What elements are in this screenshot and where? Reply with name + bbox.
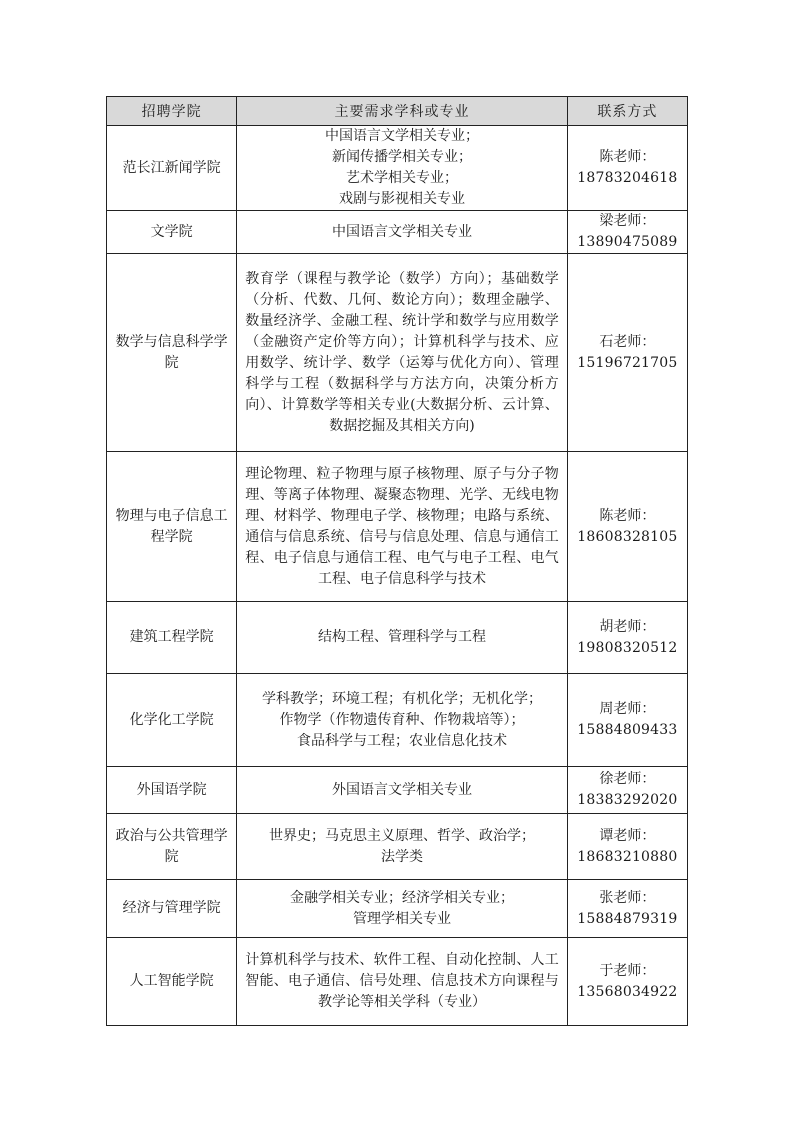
header-contact: 联系方式 [567,97,687,126]
table-row [107,452,688,602]
table-row [107,254,688,452]
major-cell [237,814,568,880]
table-row [107,880,688,938]
college-name: 物理与电子信息工程学院 [107,452,237,602]
college-name: 范长江新闻学院 [107,126,237,211]
major-cell [237,126,568,211]
contact-phone: 15196721705 [577,354,678,371]
college-name: 人工智能学院 [107,938,237,1026]
major-line: 结构工程、管理科学与工程 [318,629,486,645]
major-line: 学科教学；环境工程；有机化学；无机化学； [262,690,542,707]
contact-phone: 13568034922 [577,983,678,1000]
contact-phone: 18608328105 [577,528,678,545]
contact-name: 于老师： [599,962,656,979]
major-line: 中国语言文学相关专业 [332,223,472,240]
table-row [107,602,688,674]
major-cell [237,211,568,254]
college-name: 政治与公共管理学院 [107,814,237,880]
major-cell [237,674,568,767]
major-cell [237,602,568,674]
contact-name: 胡老师： [599,618,656,635]
recruitment-table [106,96,688,1026]
contact-phone: 18383292020 [577,792,678,808]
major-cell [237,880,568,938]
major-cell [237,938,568,1026]
header-major: 主要需求学科或专业 [237,97,568,126]
table-row [107,674,688,767]
college-name: 文学院 [107,211,237,254]
contact-name: 陈老师： [599,507,656,524]
major-cell [237,452,568,602]
contact-name: 梁老师： [599,213,656,229]
major-line: 外国语言文学相关专业 [332,781,472,798]
contact-name: 周老师： [599,701,656,717]
contact-cell [567,674,687,767]
table-row [107,938,688,1026]
college-name: 经济与管理学院 [107,880,237,938]
contact-phone: 19808320512 [577,639,678,656]
major-line: 艺术学相关专业； [346,170,458,186]
contact-name: 陈老师： [599,149,656,165]
major-line: 中国语言文学相关专业； [325,128,479,144]
major-line: 管理学相关专业 [353,910,451,927]
college-name: 外国语学院 [107,767,237,814]
major-line: 教育学（课程与教学论（数学）方向）；基础数学（分析、代数、几何、数论方向）；数理金融学、数量经济学、金融工程、统计学和数学与应用数学（金融资产定价等方向）；计算机科学与技术、应用数学、统计学、数学（运筹与优化方向）、管理科学与工程（数据科学与方法方向，决策分析方向）、计算数学等相关专业(大数据分析、云计算、数据挖掘及其相关方向) [245,270,559,434]
contact-cell [567,254,687,452]
contact-phone: 18683210880 [577,848,678,865]
major-line: 戏剧与影视相关专业 [339,191,465,207]
contact-cell [567,814,687,880]
table-row [107,814,688,880]
table-row [107,126,688,211]
header-college: 招聘学院 [107,97,237,126]
major-line: 法学类 [381,848,423,865]
contact-name: 谭老师： [599,827,656,844]
contact-cell [567,938,687,1026]
major-line: 作物学（作物遗传育种、作物栽培等）； [279,711,525,728]
table-header-row [107,97,688,126]
contact-cell [567,126,687,211]
contact-name: 石老师： [599,333,656,350]
major-cell [237,767,568,814]
major-line: 理论物理、粒子物理与原子核物理、原子与分子物理、等离子体物理、凝聚态物理、光学、无线电物理、材料学、物理电子学、核物理；电路与系统、通信与信息系统、信号与信息处理、信息与通信工程、电子信息与通信工程、电气与电子工程、电气工程、电子信息科学与技术 [245,465,559,587]
contact-name: 徐老师： [599,771,656,787]
major-line: 新闻传播学相关专业； [332,149,472,165]
major-line: 食品科学与工程；农业信息化技术 [297,732,507,749]
college-name: 建筑工程学院 [107,602,237,674]
major-cell [237,254,568,452]
major-line: 金融学相关专业；经济学相关专业； [290,889,514,906]
contact-cell [567,452,687,602]
major-line: 世界史；马克思主义原理、哲学、政治学； [269,827,535,844]
table-row [107,211,688,254]
contact-cell [567,880,687,938]
contact-phone: 13890475089 [577,234,678,250]
contact-phone: 15884809433 [577,722,678,738]
contact-cell [567,602,687,674]
college-name: 数学与信息科学学院 [107,254,237,452]
major-line: 计算机科学与技术、软件工程、自动化控制、人工智能、电子通信、信号处理、信息技术方向课程与教学论等相关学科（专业） [245,952,559,1010]
contact-cell [567,767,687,814]
contact-phone: 15884879319 [577,910,678,927]
contact-name: 张老师： [599,889,656,906]
contact-cell [567,211,687,254]
contact-phone: 18783204618 [577,170,678,186]
college-name: 化学化工学院 [107,674,237,767]
table-row [107,767,688,814]
